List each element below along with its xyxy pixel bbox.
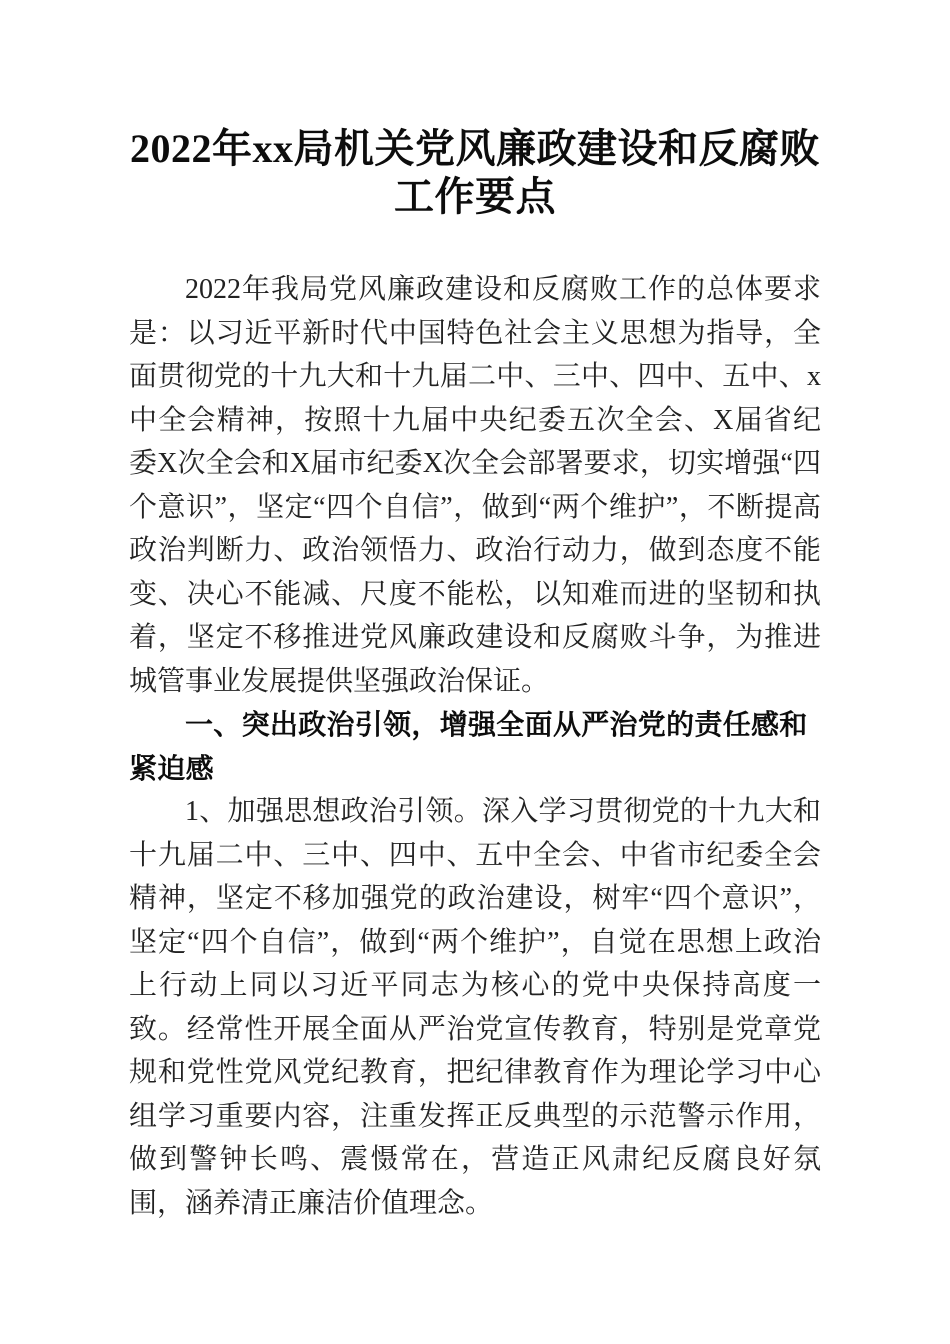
section-heading-1: 一、突出政治引领，增强全面从严治党的责任感和紧迫感: [129, 709, 808, 784]
paragraph-overall-requirements: 2022年我局党风廉政建设和反腐败工作的总体要求是：以习近平新时代中国特色社会主义思想为指导，全面贯彻党的十九大和十九届二中、三中、四中、五中、x中全会精神，按照十九届中央纪委五次全会、X届省纪委X次全会和X届市纪委X次全会部署要求，切实增强“四个意识”，坚定“四个自信”，做到“两个维护”，不断提高政治判断力、政治领悟力、政治行动力，做到态度不能变、决心不能减、尺度不能松，以知难而进的坚韧和执着，坚定不移推进党风廉政建设和反腐败斗争，为推进城管事业发展提供坚强政治保证。: [129, 274, 821, 697]
paragraph-strengthen-ideological-guidance: 1、加强思想政治引领。深入学习贯彻党的十九大和十九届二中、三中、四中、五中全会、中省市纪委全会精神，坚定不移加强党的政治建设，树牢“四个意识”，坚定“四个自信”，做到“两个维护”，自觉在思想上政治上行动上同以习近平同志为核心的党中央保持高度一致。经常性开展全面从严治党宣传教育，特别是党章党规和党性党风党纪教育，把纪律教育作为理论学习中心组学习重要内容，注重发挥正反典型的示范警示作用，做到警钟长鸣、震慑常在，营造正风肃纪反腐良好氛围，涵养清正廉洁价值理念。: [129, 796, 821, 1219]
page-title: 2022年xx局机关党风廉政建设和反腐败工作要点: [130, 126, 820, 219]
document-content: [129, 0, 821, 1225]
